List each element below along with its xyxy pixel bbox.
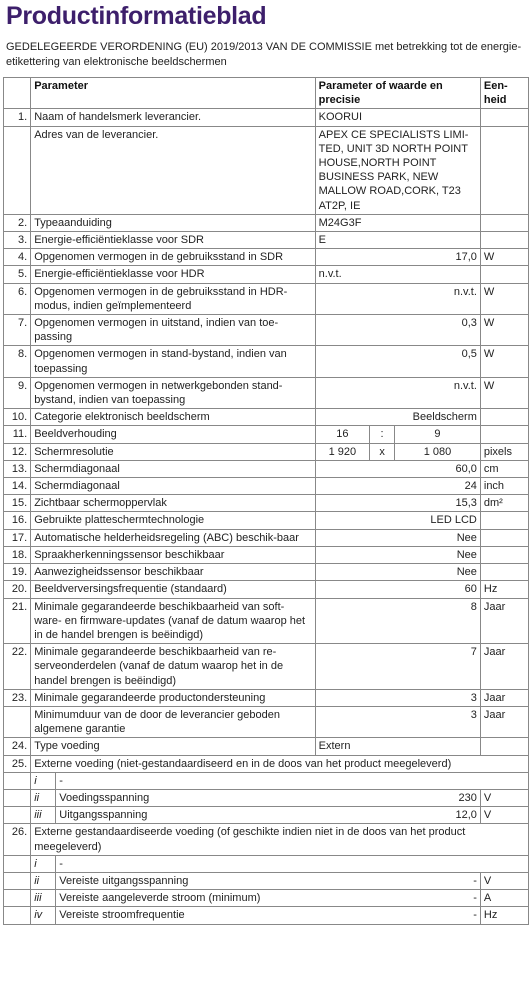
table-row bbox=[4, 529, 529, 546]
table-row bbox=[4, 346, 529, 377]
header-parameter: Parameter bbox=[31, 78, 315, 109]
header-value: Parameter of waarde en precisie bbox=[315, 78, 480, 109]
table-row bbox=[4, 126, 529, 214]
row-unit bbox=[480, 564, 528, 581]
sub-label-text: Voedingsspanning bbox=[59, 791, 150, 804]
row-unit: W bbox=[480, 249, 528, 266]
table-row bbox=[4, 512, 529, 529]
row-value: 24 bbox=[315, 478, 480, 495]
sub-number: i bbox=[31, 855, 56, 872]
table-row bbox=[4, 824, 529, 855]
row-number: 19. bbox=[4, 564, 31, 581]
row-label: Aanwezigheidssensor beschikbaar bbox=[31, 564, 315, 581]
row-number: 9. bbox=[4, 377, 31, 408]
row-unit: Hz bbox=[480, 907, 528, 924]
row-label: Adres van de leverancier. bbox=[31, 126, 315, 214]
table-row bbox=[4, 460, 529, 477]
row-unit bbox=[480, 546, 528, 563]
row-value: Extern bbox=[315, 738, 480, 755]
table-row bbox=[4, 706, 529, 737]
row-unit: V bbox=[480, 872, 528, 889]
row-value: 60 bbox=[315, 581, 480, 598]
row-unit: W bbox=[480, 377, 528, 408]
row-number: 26. bbox=[4, 824, 31, 855]
row-number: 13. bbox=[4, 460, 31, 477]
sub-label-text: Vereiste uitgangsspanning bbox=[59, 874, 189, 887]
row-label: Typeaanduiding bbox=[31, 214, 315, 231]
sub-row bbox=[4, 772, 529, 789]
header-unit: Een-heid bbox=[480, 78, 528, 109]
row-label: Minimale gegarandeerde beschikbaarheid van re-serveonderdelen (vanaf de datum waarop het in de handel brengen is beëindigd) bbox=[31, 644, 315, 690]
sub-label bbox=[56, 872, 481, 889]
page-title: Productinformatieblad bbox=[6, 2, 267, 30]
row-number: 10. bbox=[4, 409, 31, 426]
row-label: Spraakherkenningssensor beschikbaar bbox=[31, 546, 315, 563]
row-number: 1. bbox=[4, 109, 31, 126]
row-number: 2. bbox=[4, 214, 31, 231]
row-number: 7. bbox=[4, 315, 31, 346]
row-label: Opgenomen vermogen in de gebruiksstand in HDR-modus, indien geïmplementeerd bbox=[31, 283, 315, 314]
table-row bbox=[4, 755, 529, 772]
row-unit: pixels bbox=[480, 443, 528, 460]
row-label: Beeldverhouding bbox=[31, 426, 315, 443]
row-unit bbox=[480, 214, 528, 231]
table-row bbox=[4, 409, 529, 426]
row-number: 6. bbox=[4, 283, 31, 314]
row-value: LED LCD bbox=[315, 512, 480, 529]
table-row bbox=[4, 214, 529, 231]
row-unit: Jaar bbox=[480, 689, 528, 706]
row-number: 4. bbox=[4, 249, 31, 266]
aspect-height: 9 bbox=[395, 426, 481, 443]
row-spacer bbox=[4, 890, 31, 907]
row-label: Opgenomen vermogen in stand-bystand, indien van toepassing bbox=[31, 346, 315, 377]
table-row bbox=[4, 738, 529, 755]
row-number: 3. bbox=[4, 232, 31, 249]
row-unit: cm bbox=[480, 460, 528, 477]
row-label: Schermdiagonaal bbox=[31, 478, 315, 495]
row-unit: inch bbox=[480, 478, 528, 495]
sub-label bbox=[56, 807, 481, 824]
sub-row bbox=[4, 855, 529, 872]
sub-value: 12,0 bbox=[455, 809, 477, 822]
sub-label bbox=[56, 890, 481, 907]
row-unit: W bbox=[480, 315, 528, 346]
sub-number: ii bbox=[31, 789, 56, 806]
row-label: Type voeding bbox=[31, 738, 315, 755]
row-number: 23. bbox=[4, 689, 31, 706]
row-value: n.v.t. bbox=[315, 283, 480, 314]
supplier-address: APEX CE SPECIALISTS LIMI-TED, UNIT 3D NORTH POINT HOUSE,NORTH POINT BUSINESS PARK, NEW MALLOW ROAD,CORK, T23 AT2P, IE bbox=[315, 126, 480, 214]
section-label: Externe voeding (niet-gestandaardiseerd en in de doos van het product meegeleverd) bbox=[31, 755, 529, 772]
row-unit: Jaar bbox=[480, 598, 528, 644]
table-row bbox=[4, 249, 529, 266]
table-row bbox=[4, 644, 529, 690]
resolution-height: 1 080 bbox=[395, 443, 481, 460]
row-unit bbox=[480, 109, 528, 126]
row-number: 22. bbox=[4, 644, 31, 690]
row-spacer bbox=[4, 855, 31, 872]
sub-label-text: Uitgangsspanning bbox=[59, 809, 148, 822]
row-value: Nee bbox=[315, 564, 480, 581]
table-row bbox=[4, 478, 529, 495]
row-unit bbox=[480, 409, 528, 426]
sub-label-text: Vereiste stroomfrequentie bbox=[59, 909, 185, 922]
sub-value: 230 bbox=[458, 791, 477, 804]
row-label: Schermdiagonaal bbox=[31, 460, 315, 477]
row-unit bbox=[480, 232, 528, 249]
row-value: 60,0 bbox=[315, 460, 480, 477]
aspect-width: 16 bbox=[315, 426, 369, 443]
row-value: 0,3 bbox=[315, 315, 480, 346]
row-label: Opgenomen vermogen in uitstand, indien van toe-passing bbox=[31, 315, 315, 346]
row-label: Gebruikte platteschermtechnologie bbox=[31, 512, 315, 529]
row-value: 0,5 bbox=[315, 346, 480, 377]
row-unit bbox=[480, 738, 528, 755]
row-spacer bbox=[4, 772, 31, 789]
row-number: 21. bbox=[4, 598, 31, 644]
sub-value: - bbox=[473, 874, 477, 887]
row-unit bbox=[480, 512, 528, 529]
table-row bbox=[4, 689, 529, 706]
sub-number: ii bbox=[31, 872, 56, 889]
sub-number: iii bbox=[31, 807, 56, 824]
regulation-subtitle: GEDELEGEERDE VERORDENING (EU) 2019/2013 VAN DE COMMISSIE met betrekking tot de energie-etikettering van elektronische beeldschermen bbox=[6, 41, 522, 68]
row-number: 8. bbox=[4, 346, 31, 377]
row-spacer bbox=[4, 872, 31, 889]
table-row bbox=[4, 546, 529, 563]
row-number bbox=[4, 706, 31, 737]
header-num bbox=[4, 78, 31, 109]
row-unit: A bbox=[480, 890, 528, 907]
table-row bbox=[4, 283, 529, 314]
sub-number: iii bbox=[31, 890, 56, 907]
sub-label bbox=[56, 907, 481, 924]
row-value: 7 bbox=[315, 644, 480, 690]
row-label: Minimale gegarandeerde productondersteuning bbox=[31, 689, 315, 706]
row-unit: Jaar bbox=[480, 706, 528, 737]
row-unit: dm² bbox=[480, 495, 528, 512]
row-number: 14. bbox=[4, 478, 31, 495]
row-number: 17. bbox=[4, 529, 31, 546]
row-spacer bbox=[4, 789, 31, 806]
row-unit: V bbox=[480, 789, 528, 806]
aspect-separator: : bbox=[370, 426, 395, 443]
row-value: Beeldscherm bbox=[315, 409, 480, 426]
table-row bbox=[4, 266, 529, 283]
row-number: 24. bbox=[4, 738, 31, 755]
row-number: 5. bbox=[4, 266, 31, 283]
row-unit: V bbox=[480, 807, 528, 824]
table-row bbox=[4, 495, 529, 512]
row-value: KOORUI bbox=[315, 109, 480, 126]
table-row bbox=[4, 443, 529, 460]
sub-number: iv bbox=[31, 907, 56, 924]
sub-row bbox=[4, 890, 529, 907]
table-row bbox=[4, 581, 529, 598]
row-number: 20. bbox=[4, 581, 31, 598]
row-label: Automatische helderheidsregeling (ABC) beschik-baar bbox=[31, 529, 315, 546]
row-unit: Jaar bbox=[480, 644, 528, 690]
row-label: Categorie elektronisch beeldscherm bbox=[31, 409, 315, 426]
table-row bbox=[4, 564, 529, 581]
sub-value: - bbox=[473, 892, 477, 905]
row-number: 18. bbox=[4, 546, 31, 563]
row-number: 12. bbox=[4, 443, 31, 460]
row-label: Minimale gegarandeerde beschikbaarheid van soft-ware- en firmware-updates (vanaf de datum waarop het in de handel brengen is beëindigd) bbox=[31, 598, 315, 644]
row-label: Energie-efficiëntieklasse voor SDR bbox=[31, 232, 315, 249]
sub-number: i bbox=[31, 772, 56, 789]
sub-row bbox=[4, 872, 529, 889]
row-unit: W bbox=[480, 346, 528, 377]
row-value: 3 bbox=[315, 706, 480, 737]
row-label: Minimumduur van de door de leverancier geboden algemene garantie bbox=[31, 706, 315, 737]
row-label: Schermresolutie bbox=[31, 443, 315, 460]
table-row bbox=[4, 315, 529, 346]
row-unit: W bbox=[480, 283, 528, 314]
row-value: 8 bbox=[315, 598, 480, 644]
row-unit bbox=[480, 266, 528, 283]
sub-label bbox=[56, 789, 481, 806]
row-unit bbox=[480, 426, 528, 443]
row-value: n.v.t. bbox=[315, 377, 480, 408]
table-header bbox=[4, 78, 529, 109]
table-row bbox=[4, 109, 529, 126]
row-number: 11. bbox=[4, 426, 31, 443]
row-unit bbox=[480, 126, 528, 214]
row-number bbox=[4, 126, 31, 214]
row-value: E bbox=[315, 232, 480, 249]
row-value: n.v.t. bbox=[315, 266, 480, 283]
table-row bbox=[4, 377, 529, 408]
spec-table bbox=[3, 77, 529, 925]
row-number: 16. bbox=[4, 512, 31, 529]
sub-row bbox=[4, 807, 529, 824]
row-label: Zichtbaar schermoppervlak bbox=[31, 495, 315, 512]
sub-label: - bbox=[56, 772, 529, 789]
row-value: 3 bbox=[315, 689, 480, 706]
row-unit bbox=[480, 529, 528, 546]
row-label: Naam of handelsmerk leverancier. bbox=[31, 109, 315, 126]
row-label: Opgenomen vermogen in netwerkgebonden stand-bystand, indien van toepassing bbox=[31, 377, 315, 408]
row-value: 15,3 bbox=[315, 495, 480, 512]
row-spacer bbox=[4, 907, 31, 924]
resolution-separator: x bbox=[370, 443, 395, 460]
sub-value: - bbox=[473, 909, 477, 922]
row-label: Energie-efficiëntieklasse voor HDR bbox=[31, 266, 315, 283]
row-value: Nee bbox=[315, 546, 480, 563]
row-number: 25. bbox=[4, 755, 31, 772]
sub-label-text: Vereiste aangeleverde stroom (minimum) bbox=[59, 892, 261, 905]
row-label: Beeldverversingsfrequentie (standaard) bbox=[31, 581, 315, 598]
row-value: Nee bbox=[315, 529, 480, 546]
table-row bbox=[4, 232, 529, 249]
section-label: Externe gestandaardiseerde voeding (of geschikte indien niet in de doos van het product meegeleverd) bbox=[31, 824, 529, 855]
row-unit: Hz bbox=[480, 581, 528, 598]
table-row bbox=[4, 598, 529, 644]
row-value: M24G3F bbox=[315, 214, 480, 231]
sub-row bbox=[4, 789, 529, 806]
sub-row bbox=[4, 907, 529, 924]
table-row bbox=[4, 426, 529, 443]
row-spacer bbox=[4, 807, 31, 824]
sub-label: - bbox=[56, 855, 529, 872]
resolution-width: 1 920 bbox=[315, 443, 369, 460]
row-number: 15. bbox=[4, 495, 31, 512]
row-label: Opgenomen vermogen in de gebruiksstand in SDR bbox=[31, 249, 315, 266]
row-value: 17,0 bbox=[315, 249, 480, 266]
